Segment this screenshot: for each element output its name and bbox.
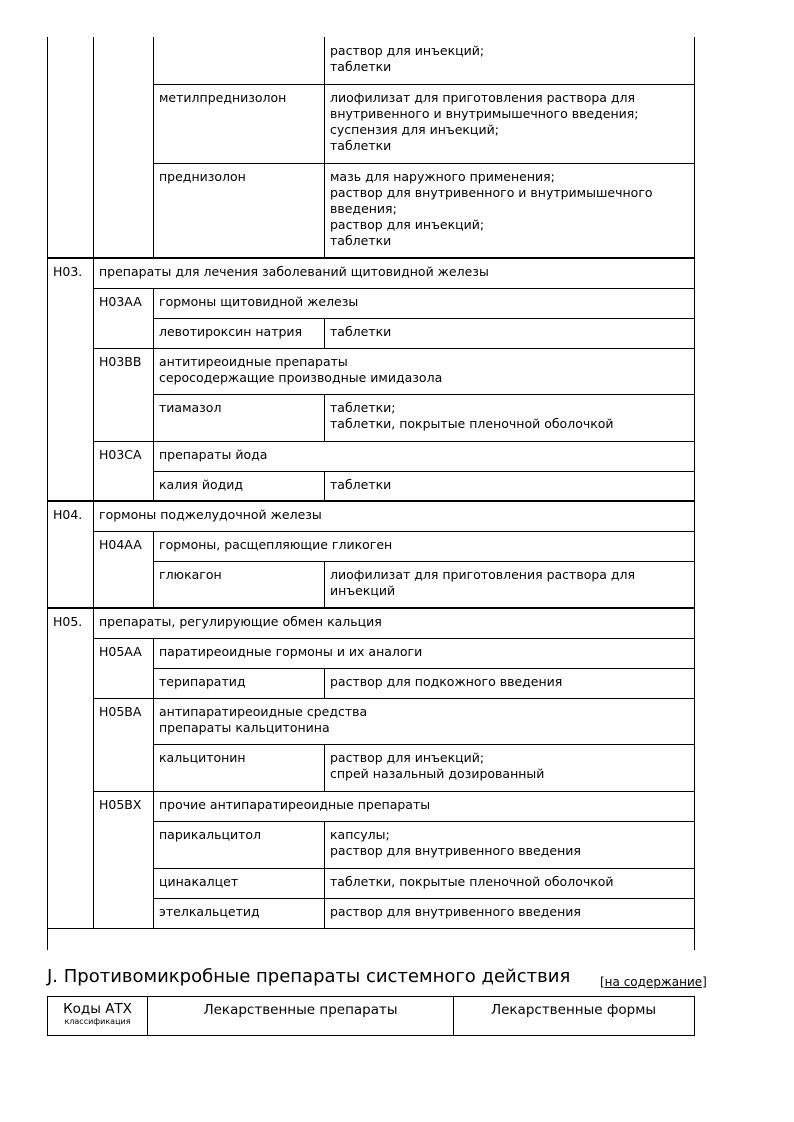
column-divider — [153, 868, 154, 898]
subgroup-code: H04AA — [99, 537, 142, 552]
header-codes-sub: классификация — [64, 1017, 131, 1026]
drug-name: преднизолон — [159, 169, 246, 184]
column-divider — [93, 868, 94, 898]
column-divider — [93, 898, 94, 928]
column-divider — [324, 561, 325, 608]
column-divider — [153, 84, 154, 163]
group-rule — [47, 257, 695, 258]
drug-name: парикальцитол — [159, 827, 262, 842]
column-divider — [93, 501, 94, 531]
subgroup-code: H05BX — [99, 797, 142, 812]
drug-name: левотироксин натрия — [159, 324, 303, 339]
table-row — [47, 821, 695, 868]
subgroup-code: H05AA — [99, 644, 142, 659]
column-divider — [93, 318, 94, 348]
drug-forms: таблетки — [330, 477, 392, 492]
column-divider — [153, 531, 154, 561]
column-divider — [93, 821, 94, 868]
drug-name: цинакалцет — [159, 874, 239, 889]
column-divider — [93, 84, 94, 163]
column-divider — [324, 898, 325, 928]
table-row — [47, 744, 695, 791]
drug-forms: раствор для подкожного введения — [330, 674, 563, 689]
drug-name: глюкагон — [159, 567, 222, 582]
group-code: H05. — [53, 614, 83, 629]
subgroup-code: H03BB — [99, 354, 142, 369]
drug-forms: мазь для наружного применения; раствор для внутривенного и внутримышечного введения; раствор для инъекций; таблетки — [330, 169, 653, 248]
table-row — [47, 638, 695, 668]
drug-forms: лиофилизат для приготовления раствора для внутривенного и внутримышечного введения; суспензия для инъекций; таблетки — [330, 90, 639, 153]
drug-name: терипаратид — [159, 674, 246, 689]
group-label: препараты, регулирующие обмен кальция — [99, 614, 382, 629]
column-divider — [93, 608, 94, 638]
subgroup-label: прочие антипаратиреоидные препараты — [159, 797, 431, 812]
table-row — [47, 441, 695, 471]
drug-name: калия йодид — [159, 477, 243, 492]
column-divider — [93, 394, 94, 441]
subgroup-label: антипаратиреоидные средства препараты кальцитонина — [159, 704, 368, 735]
column-divider — [93, 471, 94, 501]
group-rule — [47, 500, 695, 501]
subgroup-code: H03AA — [99, 294, 142, 309]
column-divider — [324, 394, 325, 441]
drug-forms: капсулы; раствор для внутривенного введения — [330, 827, 581, 858]
header-codes: Коды АТХ — [63, 1001, 132, 1017]
column-divider — [153, 163, 154, 258]
column-divider — [153, 288, 154, 318]
column-divider — [93, 348, 94, 394]
table-row — [47, 37, 695, 84]
drug-name: кальцитонин — [159, 750, 246, 765]
group-label: гормоны поджелудочной железы — [99, 507, 322, 522]
column-divider — [153, 668, 154, 698]
header-codes-cell — [48, 997, 148, 1035]
column-divider — [93, 791, 94, 821]
subgroup-label: гормоны, расщепляющие гликоген — [159, 537, 393, 552]
table-row — [47, 668, 695, 698]
column-divider — [93, 698, 94, 744]
column-divider — [93, 37, 94, 84]
table-row — [47, 84, 695, 163]
drug-forms: раствор для внутривенного введения — [330, 904, 581, 919]
table-row — [47, 318, 695, 348]
column-divider — [93, 668, 94, 698]
column-divider — [153, 37, 154, 84]
group-label: препараты для лечения заболеваний щитовидной железы — [99, 264, 489, 279]
group-code: H04. — [53, 507, 83, 522]
drug-name: тиамазол — [159, 400, 222, 415]
drug-forms: таблетки, покрытые пленочной оболочкой — [330, 874, 614, 889]
table-row — [47, 288, 695, 318]
group-rule — [47, 607, 695, 608]
column-divider — [153, 471, 154, 501]
column-divider — [153, 394, 154, 441]
subgroup-code: H03CA — [99, 447, 142, 462]
table-row — [47, 163, 695, 258]
subgroup-code: H05BA — [99, 704, 142, 719]
column-divider — [324, 668, 325, 698]
column-divider — [93, 163, 94, 258]
column-divider — [93, 744, 94, 791]
drug-forms: лиофилизат для приготовления раствора для инъекций — [330, 567, 636, 598]
row-rule — [47, 928, 695, 929]
table-row — [47, 471, 695, 501]
table-row — [47, 501, 695, 531]
table-row — [47, 561, 695, 608]
drug-name: метилпреднизолон — [159, 90, 287, 105]
table-row — [47, 791, 695, 821]
column-divider — [153, 698, 154, 744]
column-divider — [153, 744, 154, 791]
group-code: H03. — [53, 264, 83, 279]
drug-forms: раствор для инъекций; спрей назальный дозированный — [330, 750, 545, 781]
table-row — [47, 531, 695, 561]
column-divider — [93, 561, 94, 608]
table-row — [47, 698, 695, 744]
header-drugs: Лекарственные препараты — [148, 997, 454, 1035]
column-divider — [153, 441, 154, 471]
column-divider — [324, 163, 325, 258]
subgroup-label: антитиреоидные препараты серосодержащие производные имидазола — [159, 354, 443, 385]
column-divider — [324, 37, 325, 84]
drug-forms: раствор для инъекций; таблетки — [330, 43, 485, 74]
column-divider — [153, 821, 154, 868]
table-row — [47, 868, 695, 898]
column-divider — [324, 471, 325, 501]
atc-drug-table — [47, 37, 695, 928]
header-forms: Лекарственные формы — [490, 1002, 657, 1018]
column-divider — [324, 744, 325, 791]
column-divider — [93, 258, 94, 288]
table-row — [47, 258, 695, 288]
column-divider — [324, 318, 325, 348]
drug-name — [153, 37, 324, 84]
table-row — [47, 608, 695, 638]
table-row — [47, 394, 695, 441]
column-divider — [93, 638, 94, 668]
column-divider — [93, 531, 94, 561]
drug-name: этелкальцетид — [159, 904, 260, 919]
table-row — [47, 348, 695, 394]
column-divider — [153, 898, 154, 928]
column-divider — [153, 348, 154, 394]
subgroup-label: препараты йода — [159, 447, 268, 462]
column-divider — [93, 441, 94, 471]
drug-forms: таблетки; таблетки, покрытые пленочной оболочкой — [330, 400, 614, 431]
column-divider — [153, 638, 154, 668]
next-table-header — [47, 996, 695, 1036]
column-divider — [153, 561, 154, 608]
subgroup-label: паратиреоидные гормоны и их аналоги — [159, 644, 423, 659]
drug-forms: таблетки — [330, 324, 392, 339]
column-divider — [324, 821, 325, 868]
contents-link[interactable]: [на содержание] — [600, 975, 707, 989]
section-title: J. Противомикробные препараты системного действия — [47, 966, 571, 987]
column-divider — [153, 791, 154, 821]
subgroup-label: гормоны щитовидной железы — [159, 294, 359, 309]
table-row — [47, 898, 695, 928]
column-divider — [324, 84, 325, 163]
column-divider — [93, 288, 94, 318]
column-divider — [324, 868, 325, 898]
column-divider — [153, 318, 154, 348]
